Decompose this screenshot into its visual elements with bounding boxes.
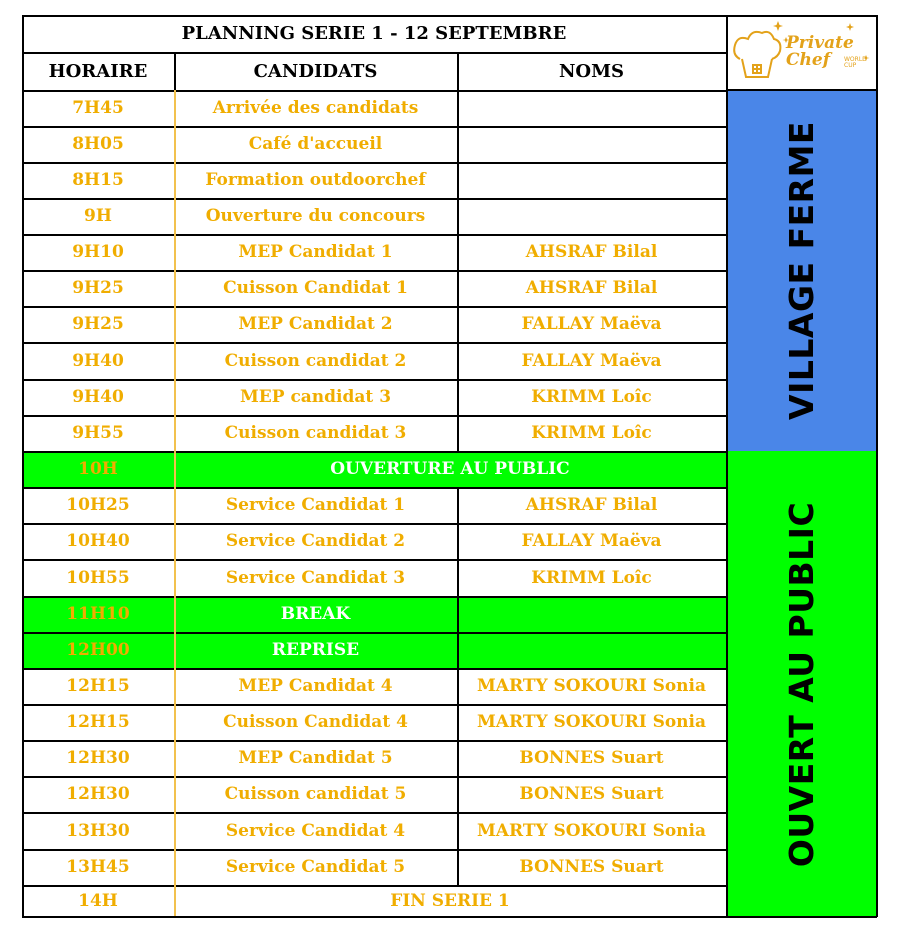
grid-line bbox=[22, 52, 726, 54]
name-cell: BONNES Suart bbox=[519, 784, 664, 804]
time-cell: 8H15 bbox=[72, 170, 124, 190]
name-cell: FALLAY Maëva bbox=[521, 314, 662, 334]
grid-line bbox=[457, 234, 459, 270]
activity-cell: Cuisson Candidat 1 bbox=[223, 278, 408, 298]
logo-line-private: Private bbox=[786, 33, 854, 53]
logo-line-chef: Chef bbox=[786, 50, 831, 70]
time-cell: 12H30 bbox=[66, 748, 130, 768]
grid-line bbox=[22, 306, 726, 308]
grid-line bbox=[457, 90, 459, 126]
name-cell bbox=[457, 90, 726, 126]
name-cell bbox=[457, 162, 726, 198]
name-cell: BONNES Suart bbox=[519, 748, 664, 768]
activity-cell: Cuisson candidat 3 bbox=[224, 423, 407, 443]
activity-cell: Cuisson candidat 2 bbox=[224, 350, 407, 371]
activity-cell: Cuisson Candidat 4 bbox=[223, 712, 408, 732]
time-cell: 7H45 bbox=[72, 98, 124, 118]
time-cell: 13H30 bbox=[66, 820, 130, 841]
village-ferme-label: VILLAGE FERME bbox=[782, 121, 822, 420]
time-cell: 9H25 bbox=[72, 278, 124, 298]
grid-line bbox=[457, 342, 459, 379]
grid-line bbox=[876, 15, 878, 917]
grid-line bbox=[457, 559, 459, 596]
time-cell: 11H10 bbox=[66, 604, 130, 624]
grid-line bbox=[22, 632, 726, 634]
grid-line bbox=[457, 668, 459, 704]
grid-line bbox=[457, 849, 459, 885]
name-cell: MARTY SOKOURI Sonia bbox=[476, 676, 707, 696]
grid-line bbox=[457, 379, 459, 415]
grid-line bbox=[457, 52, 459, 90]
name-cell: MARTY SOKOURI Sonia bbox=[476, 820, 707, 841]
grid-line bbox=[22, 342, 726, 344]
grid-line bbox=[22, 126, 726, 128]
grid-line bbox=[457, 776, 459, 812]
name-cell: KRIMM Loîc bbox=[531, 387, 652, 407]
page-title: PLANNING SERIE 1 - 12 SEPTEMBRE bbox=[181, 23, 567, 44]
name-cell bbox=[457, 198, 726, 234]
grid-line bbox=[22, 15, 24, 917]
grid-line bbox=[22, 776, 726, 778]
time-cell: 12H00 bbox=[66, 640, 130, 660]
name-cell: AHSRAF Bilal bbox=[525, 495, 658, 515]
header-noms: NOMS bbox=[558, 60, 625, 82]
grid-line bbox=[457, 812, 459, 849]
activity-cell: FIN SERIE 1 bbox=[390, 891, 510, 911]
grid-line bbox=[22, 523, 726, 525]
grid-line bbox=[457, 126, 459, 162]
grid-line bbox=[457, 306, 459, 342]
grid-line bbox=[22, 704, 726, 706]
time-cell: 9H10 bbox=[72, 242, 124, 262]
name-cell bbox=[457, 596, 726, 632]
grid-line bbox=[457, 487, 459, 523]
activity-cell: Service Candidat 3 bbox=[225, 567, 406, 588]
grid-line bbox=[22, 15, 877, 17]
ouvert-au-public-label: OUVERT AU PUBLIC bbox=[782, 501, 822, 867]
activity-cell: MEP Candidat 4 bbox=[238, 676, 393, 696]
activity-cell: MEP Candidat 1 bbox=[238, 242, 393, 262]
grid-line bbox=[174, 52, 176, 90]
time-cell: 9H bbox=[84, 206, 112, 226]
header-horaire: HORAIRE bbox=[48, 60, 148, 82]
grid-line bbox=[22, 740, 726, 742]
grid-line bbox=[726, 89, 877, 91]
grid-line bbox=[22, 916, 877, 918]
time-cell: 9H40 bbox=[72, 387, 124, 407]
time-cell: 9H25 bbox=[72, 314, 124, 334]
activity-cell: Cuisson candidat 5 bbox=[224, 784, 407, 804]
grid-line bbox=[22, 234, 726, 236]
time-cell: 12H15 bbox=[66, 712, 130, 732]
grid-line bbox=[457, 596, 459, 632]
grid-line bbox=[22, 270, 726, 272]
activity-cell: BREAK bbox=[280, 604, 351, 624]
grid-line bbox=[22, 812, 726, 814]
grid-line bbox=[22, 162, 726, 164]
logo-line-cup: CUP bbox=[844, 62, 857, 69]
activity-cell: Service Candidat 5 bbox=[225, 857, 406, 877]
name-cell: AHSRAF Bilal bbox=[525, 278, 658, 298]
grid-line bbox=[22, 451, 726, 453]
name-cell: KRIMM Loîc bbox=[531, 423, 652, 443]
grid-line bbox=[457, 198, 459, 234]
logo-line-world: WORLD bbox=[844, 56, 867, 63]
grid-line bbox=[457, 740, 459, 776]
grid-line bbox=[457, 270, 459, 306]
activity-cell: OUVERTURE AU PUBLIC bbox=[330, 459, 570, 479]
time-cell: 9H55 bbox=[72, 423, 124, 443]
time-cell: 14H bbox=[78, 891, 118, 911]
time-cell: 13H45 bbox=[66, 857, 130, 877]
activity-cell: MEP Candidat 2 bbox=[238, 314, 393, 334]
activity-cell: Service Candidat 2 bbox=[225, 531, 406, 551]
name-cell: MARTY SOKOURI Sonia bbox=[476, 712, 707, 732]
grid-line bbox=[457, 523, 459, 559]
grid-line bbox=[22, 90, 726, 92]
header-candidats: CANDIDATS bbox=[253, 60, 378, 82]
activity-cell: Service Candidat 1 bbox=[225, 495, 406, 515]
time-cell: 9H40 bbox=[72, 350, 124, 371]
grid-line bbox=[22, 198, 726, 200]
name-cell: KRIMM Loîc bbox=[531, 567, 652, 588]
ouvert-au-public-band bbox=[726, 451, 877, 917]
grid-line bbox=[22, 415, 726, 417]
time-cell: 12H15 bbox=[66, 676, 130, 696]
private-chef-logo bbox=[726, 15, 876, 89]
activity-cell: MEP Candidat 5 bbox=[238, 748, 393, 768]
logo-subtitle bbox=[844, 57, 867, 69]
name-cell bbox=[457, 632, 726, 668]
grid-line bbox=[22, 885, 726, 887]
grid-line bbox=[457, 704, 459, 740]
village-ferme-band bbox=[726, 90, 877, 451]
grid-line bbox=[457, 415, 459, 451]
activity-cell: Service Candidat 4 bbox=[225, 820, 406, 841]
activity-cell: Ouverture du concours bbox=[205, 206, 426, 226]
activity-cell: MEP candidat 3 bbox=[239, 387, 392, 407]
time-cell: 10H bbox=[78, 459, 118, 479]
time-cell: 10H55 bbox=[66, 567, 130, 588]
activity-cell: Café d'accueil bbox=[248, 134, 383, 154]
grid-line bbox=[22, 596, 726, 598]
name-cell: FALLAY Maëva bbox=[521, 531, 662, 551]
grid-line bbox=[22, 487, 726, 489]
time-cell: 10H40 bbox=[66, 531, 130, 551]
time-cell: 8H05 bbox=[72, 134, 124, 154]
name-cell: BONNES Suart bbox=[519, 857, 664, 877]
activity-cell: Formation outdoorchef bbox=[205, 170, 426, 190]
grid-line bbox=[22, 559, 726, 561]
grid-line bbox=[22, 668, 726, 670]
grid-line bbox=[726, 15, 728, 917]
grid-line bbox=[22, 379, 726, 381]
activity-cell: Arrivée des candidats bbox=[212, 98, 419, 118]
grid-line bbox=[22, 849, 726, 851]
name-cell bbox=[457, 126, 726, 162]
grid-line bbox=[174, 90, 176, 916]
name-cell: FALLAY Maëva bbox=[521, 350, 662, 371]
grid-line bbox=[457, 162, 459, 198]
grid-line bbox=[457, 632, 459, 668]
time-cell: 10H25 bbox=[66, 495, 130, 515]
time-cell: 12H30 bbox=[66, 784, 130, 804]
activity-cell: REPRISE bbox=[271, 640, 360, 660]
name-cell: AHSRAF Bilal bbox=[525, 242, 658, 262]
